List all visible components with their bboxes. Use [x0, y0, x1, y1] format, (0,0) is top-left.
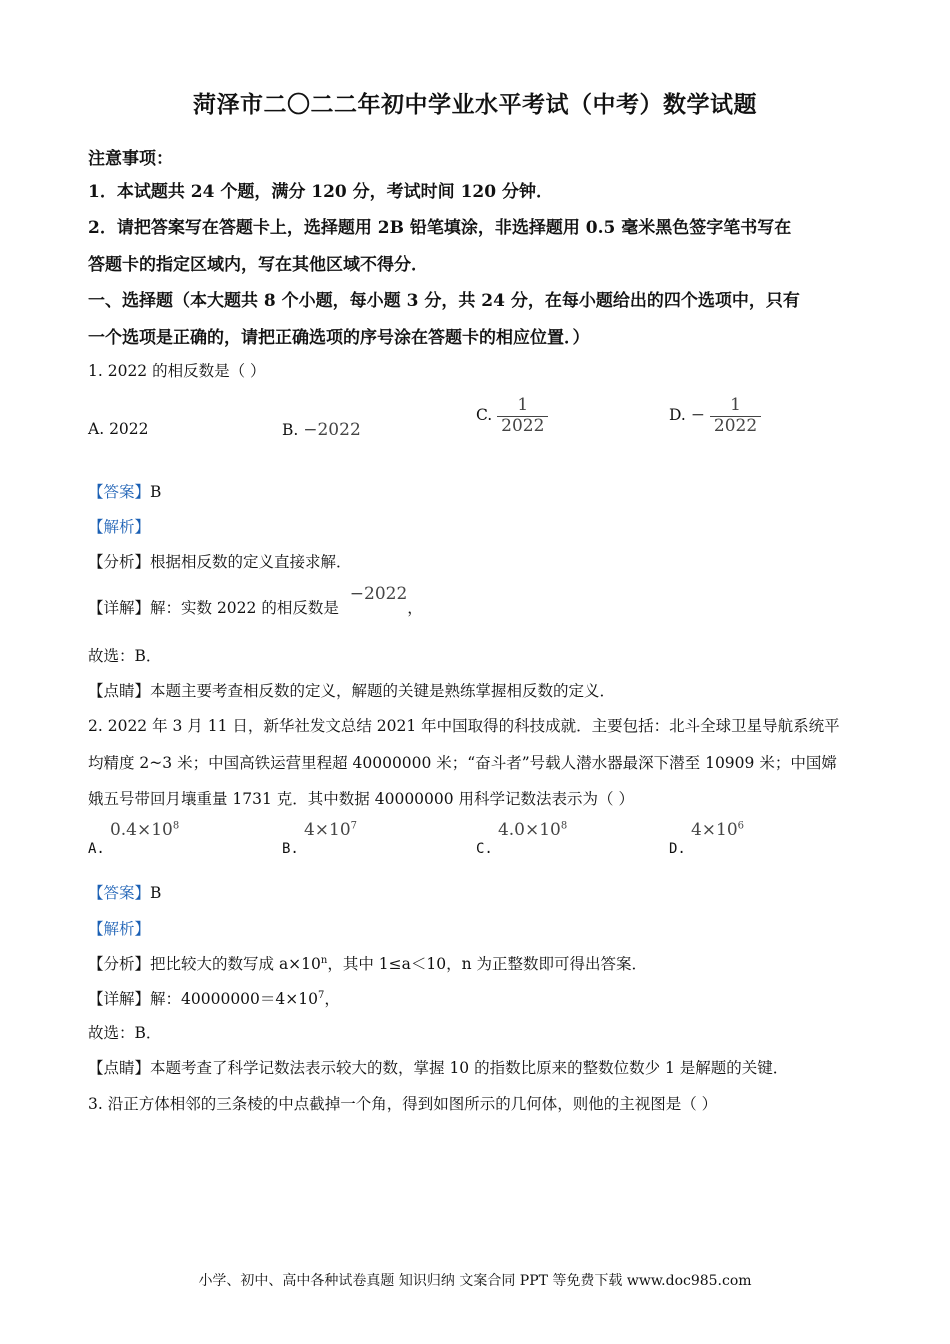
page-footer: 小学、初中、高中各种试卷真题 知识归纳 文案合同 PPT 等免费下载 www.doc985.com — [198, 1273, 752, 1289]
notice-heading: 注意事项： — [88, 149, 173, 169]
q1-option-b-value: −2022 — [303, 420, 361, 440]
q1-answer-tag: 【答案】 — [88, 483, 151, 501]
q2-conclusion: 故选：B． — [88, 1024, 162, 1042]
q1-xiangjie-text: 解：实数 2022 的相反数是 — [150, 599, 339, 617]
q2-option-d — [669, 820, 745, 857]
q1-option-a-value: 2022 — [109, 420, 149, 438]
q2-dianjing — [88, 1056, 788, 1078]
q2-option-c-base: 4.0×10 — [497, 820, 561, 840]
q1-option-c — [476, 396, 548, 436]
q1-option-d-label: D. — [669, 406, 691, 425]
q2-option-b — [282, 820, 358, 857]
q2-option-b-base: 4×10 — [303, 820, 351, 840]
q2-option-a-exponent: 8 — [172, 820, 180, 832]
q2-fenxi-text-a: 把比较大的数写成 a×10 — [150, 955, 321, 973]
q2-option-a — [88, 820, 180, 857]
q1-answer — [88, 480, 161, 502]
q1-answer-value: B — [150, 483, 162, 501]
q1-fenxi — [88, 550, 352, 572]
q3-stem: 3. 沿正方体相邻的三条棱的中点截掉一个角，得到如图所示的几何体，则他的主视图是（ ） — [88, 1095, 718, 1113]
q1-option-b — [282, 420, 361, 440]
q2-option-b-label: B. — [282, 841, 299, 857]
q1-option-d-denominator: 2022 — [710, 416, 761, 437]
q2-fenxi-tag: 【分析】 — [88, 955, 151, 973]
q1-fenxi-text: 根据相反数的定义直接求解． — [150, 553, 352, 571]
q2-dianjing-tag: 【点睛】 — [88, 1059, 151, 1077]
q2-option-c — [476, 820, 568, 857]
q1-xiangjie-math: −2022 — [349, 584, 408, 604]
q1-option-c-fraction — [497, 396, 548, 436]
q2-stem-line-3: 娥五号带回月壤重量 1731 克．其中数据 40000000 用科学记数法表示为（ ） — [88, 790, 634, 808]
q2-dianjing-text: 本题考查了科学记数法表示较大的数，掌握 10 的指数比原来的整数位数少 1 是解题的关键． — [150, 1059, 789, 1077]
q2-option-a-label: A. — [88, 841, 105, 857]
q1-option-a-label: A. — [88, 420, 110, 438]
q2-xiangjie — [88, 987, 340, 1009]
q2-xiangjie-exponent: 7 — [317, 989, 325, 1001]
q1-option-b-label: B. — [282, 421, 304, 439]
q2-stem-line-2: 均精度 2~3 米；中国高铁运营里程超 40000000 米；“奋斗者”号载人潜水器最深下潜至 10909 米；中国嫦 — [88, 754, 837, 772]
q2-option-d-exponent: 6 — [737, 820, 745, 832]
q1-dianjing — [88, 679, 615, 701]
q1-option-c-denominator: 2022 — [497, 416, 548, 437]
notice-item-2-line-1: 2．请把答案写在答题卡上，选择题用 2B 铅笔填涂，非选择题用 0.5 毫米黑色签字笔书写在 — [88, 218, 792, 238]
q2-option-b-exponent: 7 — [350, 820, 358, 832]
q1-dianjing-text: 本题主要考查相反数的定义，解题的关键是熟练掌握相反数的定义． — [150, 682, 616, 700]
section-1-heading-line-2: 一个选项是正确的，请把正确选项的序号涂在答题卡的相应位置．） — [88, 328, 590, 348]
page-title: 菏泽市二〇二二年初中学业水平考试（中考）数学试题 — [193, 91, 757, 118]
q2-answer-value: B — [150, 884, 162, 902]
q1-xiangjie-end: ， — [407, 599, 423, 617]
q2-stem-line-1: 2. 2022 年 3 月 11 日，新华社发文总结 2021 年中国取得的科技成就．主要包括：北斗全球卫星导航系统平 — [88, 717, 840, 735]
q2-option-c-exponent: 8 — [560, 820, 568, 832]
q2-option-d-base: 4×10 — [690, 820, 738, 840]
q2-answer — [88, 881, 161, 903]
q1-analysis-tag: 【解析】 — [88, 518, 151, 536]
q1-conclusion: 故选：B． — [88, 647, 162, 665]
notice-item-1: 1．本试题共 24 个题，满分 120 分，考试时间 120 分钟． — [88, 182, 553, 202]
q1-option-c-numerator: 1 — [517, 395, 529, 415]
q1-option-d-numerator: 1 — [730, 395, 741, 415]
q2-xiangjie-text-b: ， — [324, 990, 340, 1008]
q1-option-d-fraction — [710, 396, 761, 436]
q2-xiangjie-tag: 【详解】 — [88, 990, 151, 1008]
notice-item-2-line-2: 答题卡的指定区域内，写在其他区域不得分． — [88, 255, 428, 275]
q2-option-c-label: C. — [476, 841, 493, 857]
q2-option-d-label: D. — [669, 841, 686, 857]
q2-fenxi — [88, 952, 647, 974]
q1-option-a — [88, 420, 149, 438]
q2-fenxi-exponent: n — [320, 954, 328, 966]
q1-stem: 1. 2022 的相反数是（ ） — [88, 362, 266, 380]
q1-xiangjie — [88, 584, 423, 618]
q2-answer-tag: 【答案】 — [88, 884, 151, 902]
q1-option-c-label: C. — [476, 406, 498, 425]
q1-option-d — [669, 396, 761, 436]
q1-fenxi-tag: 【分析】 — [88, 553, 151, 571]
q1-xiangjie-tag: 【详解】 — [88, 599, 151, 617]
q1-dianjing-tag: 【点睛】 — [88, 682, 151, 700]
q2-xiangjie-text-a: 解：40000000＝4×10 — [150, 990, 318, 1008]
q2-analysis-tag: 【解析】 — [88, 920, 151, 938]
q1-option-d-sign: − — [690, 405, 705, 426]
section-1-heading-line-1: 一、选择题（本大题共 8 个小题，每小题 3 分，共 24 分，在每小题给出的四个选项中，只有 — [88, 291, 800, 311]
q2-fenxi-text-b: ，其中 1≤a＜10，n 为正整数即可得出答案． — [327, 955, 648, 973]
q2-option-a-base: 0.4×10 — [109, 820, 173, 840]
